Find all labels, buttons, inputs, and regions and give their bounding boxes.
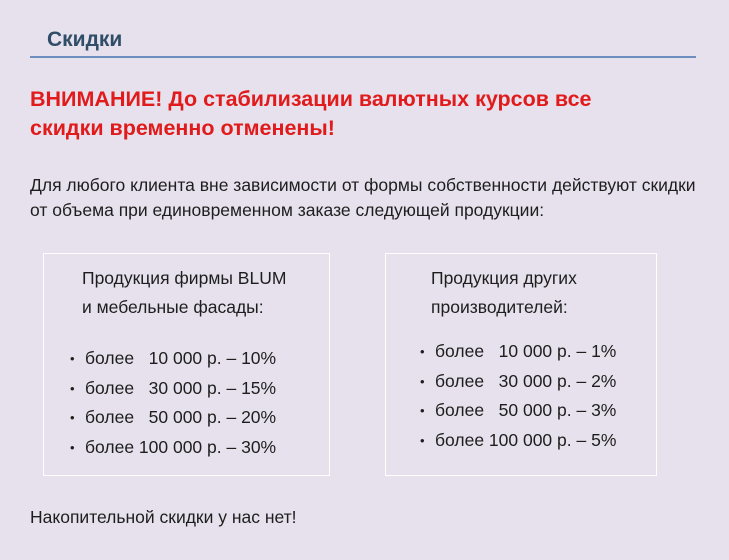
other-heading-line-1: Продукция других	[431, 268, 577, 288]
list-item	[70, 433, 276, 463]
bullet-icon: •	[420, 344, 425, 359]
list-item	[70, 374, 276, 404]
other-discount-list	[420, 337, 616, 455]
bullet-icon: •	[70, 351, 75, 366]
intro-text: Для любого клиента вне зависимости от формы собственности действуют скидки от объема при единовременном заказе следующей продукции:	[30, 175, 696, 220]
list-item	[420, 367, 616, 397]
other-manufacturers-discount-panel	[385, 253, 657, 476]
list-item	[70, 403, 276, 433]
discount-tier-label: более 50 000 р. – 3%	[435, 400, 617, 420]
bullet-icon: •	[70, 380, 75, 396]
bullet-icon: •	[420, 432, 425, 448]
discount-tier-label: более 100 000 р. – 30%	[85, 436, 277, 457]
discount-tier-label: более 30 000 р. – 15%	[85, 377, 277, 398]
list-item	[420, 396, 616, 426]
blum-discount-list	[70, 344, 276, 462]
blum-heading-line-2: и мебельные фасады:	[82, 297, 264, 317]
bullet-icon: •	[420, 373, 425, 389]
list-item	[420, 337, 616, 367]
discount-tier-label: более 30 000 р. – 2%	[435, 370, 617, 391]
list-item	[70, 344, 276, 374]
discount-tier-label: более 10 000 р. – 1%	[435, 341, 617, 361]
other-heading-line-2: производителей:	[431, 297, 568, 317]
discount-tier-label: более 50 000 р. – 20%	[85, 407, 277, 427]
blum-panel-heading	[82, 264, 286, 322]
bullet-icon: •	[70, 439, 75, 455]
title-divider	[30, 56, 696, 58]
bullet-icon: •	[420, 403, 425, 418]
page-title: Скидки	[47, 28, 123, 51]
list-item	[420, 426, 616, 456]
other-panel-heading	[431, 264, 577, 322]
bullet-icon: •	[70, 410, 75, 425]
discount-tier-label: более 100 000 р. – 5%	[435, 429, 617, 450]
discount-tier-label: более 10 000 р. – 10%	[85, 348, 277, 368]
warning-notice: ВНИМАНИЕ! До стабилизации валютных курсов все скидки временно отменены!	[30, 87, 592, 140]
footer-note: Накопительной скидки у нас нет!	[30, 507, 297, 527]
blum-discount-panel	[43, 253, 330, 476]
blum-heading-line-1: Продукция фирмы BLUM	[82, 268, 287, 288]
